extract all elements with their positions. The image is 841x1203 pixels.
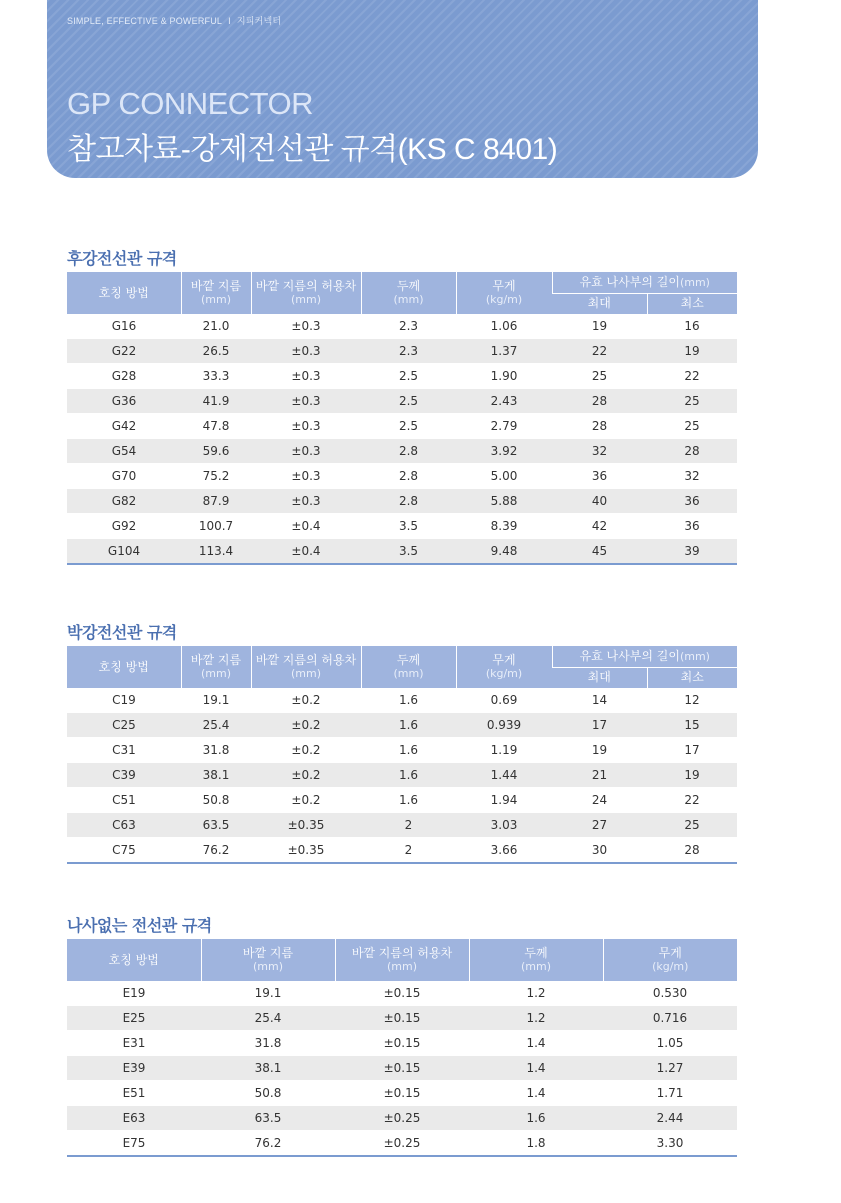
table-cell: ±0.15 xyxy=(335,1031,469,1056)
table-cell: 1.44 xyxy=(456,763,552,788)
table-row xyxy=(67,713,737,738)
header-thickness xyxy=(361,646,456,688)
header-tolerance xyxy=(251,646,361,688)
header-tol-label: 바깥 지름의 허용차 xyxy=(351,946,453,960)
table-cell: 2.8 xyxy=(361,439,456,464)
table-cell: G54 xyxy=(67,439,181,464)
header-od-unit: (mm) xyxy=(252,960,283,973)
header-name: 호칭 방법 xyxy=(67,646,181,688)
table-cell: ±0.3 xyxy=(251,464,361,489)
table-row xyxy=(67,389,737,414)
table-cell: 39 xyxy=(647,539,737,565)
table-row xyxy=(67,489,737,514)
header-od xyxy=(201,939,335,981)
table-cell: 3.92 xyxy=(456,439,552,464)
header-weight-label: 무게 xyxy=(492,653,516,667)
header-weight-unit: (kg/m) xyxy=(652,960,689,973)
header-od xyxy=(181,646,251,688)
header-name: 호칭 방법 xyxy=(67,272,181,314)
threadless-conduit-table xyxy=(67,939,737,1157)
table-cell: 38.1 xyxy=(181,763,251,788)
table-cell: C51 xyxy=(67,788,181,813)
table-row xyxy=(67,813,737,838)
table-cell: G42 xyxy=(67,414,181,439)
table-cell: 28 xyxy=(552,414,647,439)
table-cell: ±0.3 xyxy=(251,414,361,439)
table-cell: 3.66 xyxy=(456,838,552,864)
table-cell: 76.2 xyxy=(201,1131,335,1157)
table-cell: ±0.3 xyxy=(251,439,361,464)
header-thick-unit: (mm) xyxy=(520,960,551,973)
header-od-label: 바깥 지름 xyxy=(190,279,242,293)
table-cell: 41.9 xyxy=(181,389,251,414)
table-cell: ±0.3 xyxy=(251,314,361,339)
table-row xyxy=(67,539,737,565)
table-cell: 2.43 xyxy=(456,389,552,414)
header-weight-label: 무게 xyxy=(492,279,516,293)
header-thick-label: 두께 xyxy=(396,653,421,667)
table-cell: ±0.3 xyxy=(251,339,361,364)
table-cell: 1.6 xyxy=(361,688,456,713)
table-cell: G104 xyxy=(67,539,181,565)
tagline xyxy=(67,14,281,27)
table-cell: 1.90 xyxy=(456,364,552,389)
table-cell: G16 xyxy=(67,314,181,339)
table-cell: ±0.25 xyxy=(335,1106,469,1131)
table-cell: E51 xyxy=(67,1081,201,1106)
table-cell: 3.03 xyxy=(456,813,552,838)
table-cell: 21.0 xyxy=(181,314,251,339)
table-cell: 75.2 xyxy=(181,464,251,489)
table-cell: 36 xyxy=(552,464,647,489)
tagline-text: SIMPLE, EFFECTIVE & POWERFUL xyxy=(67,16,223,26)
table-cell: 28 xyxy=(647,439,737,464)
header-tolerance xyxy=(335,939,469,981)
table-cell: 1.4 xyxy=(469,1031,603,1056)
table-cell: 87.9 xyxy=(181,489,251,514)
table-cell: 1.6 xyxy=(361,763,456,788)
table-cell: 1.6 xyxy=(469,1106,603,1131)
header-weight xyxy=(603,939,737,981)
thin-conduit-table xyxy=(67,646,737,864)
table-row xyxy=(67,838,737,864)
table-cell: ±0.2 xyxy=(251,763,361,788)
table-cell: 24 xyxy=(552,788,647,813)
table-cell: 27 xyxy=(552,813,647,838)
table-cell: 1.4 xyxy=(469,1056,603,1081)
table-cell: 113.4 xyxy=(181,539,251,565)
table-cell: ±0.15 xyxy=(335,1006,469,1031)
table-row xyxy=(67,464,737,489)
threadless-conduit-title: 나사없는 전선관 규격 xyxy=(67,916,212,935)
header-tol-unit: (mm) xyxy=(290,667,321,680)
table-cell: 17 xyxy=(647,738,737,763)
table-cell: 1.2 xyxy=(469,981,603,1006)
table-cell: ±0.15 xyxy=(335,1081,469,1106)
table-cell: 36 xyxy=(647,514,737,539)
table-cell: 2.3 xyxy=(361,314,456,339)
header-od-unit: (mm) xyxy=(200,667,231,680)
table-cell: G92 xyxy=(67,514,181,539)
table-row xyxy=(67,688,737,713)
table-cell: 1.6 xyxy=(361,788,456,813)
header-thickness xyxy=(469,939,603,981)
table-cell: 22 xyxy=(647,788,737,813)
table-cell: 14 xyxy=(552,688,647,713)
table-cell: 8.39 xyxy=(456,514,552,539)
table-row xyxy=(67,738,737,763)
header-od xyxy=(181,272,251,314)
table-row xyxy=(67,314,737,339)
table-cell: ±0.3 xyxy=(251,364,361,389)
table-cell: 28 xyxy=(647,838,737,864)
table-cell: 59.6 xyxy=(181,439,251,464)
table-cell: 1.4 xyxy=(469,1081,603,1106)
table-cell: ±0.3 xyxy=(251,389,361,414)
table-cell: 1.8 xyxy=(469,1131,603,1157)
header-od-unit: (mm) xyxy=(200,293,231,306)
table-row xyxy=(67,364,737,389)
table-row xyxy=(67,981,737,1006)
table-cell: ±0.25 xyxy=(335,1131,469,1157)
table-cell: 31.8 xyxy=(181,738,251,763)
table-row xyxy=(67,1106,737,1131)
table-cell: 33.3 xyxy=(181,364,251,389)
page-title-brand: GP CONNECTOR xyxy=(67,86,314,121)
table-cell: 3.5 xyxy=(361,539,456,565)
table-cell: 28 xyxy=(552,389,647,414)
table-cell: 38.1 xyxy=(201,1056,335,1081)
table-cell: ±0.2 xyxy=(251,688,361,713)
table-cell: 40 xyxy=(552,489,647,514)
header-thread-unit: (mm) xyxy=(679,275,710,289)
table-cell: 63.5 xyxy=(201,1106,335,1131)
table-cell: ±0.4 xyxy=(251,514,361,539)
table-cell: 19 xyxy=(647,339,737,364)
header-od-label: 바깥 지름 xyxy=(190,653,242,667)
table-row xyxy=(67,514,737,539)
table-cell: 1.05 xyxy=(603,1031,737,1056)
table-cell: G22 xyxy=(67,339,181,364)
table-cell: C19 xyxy=(67,688,181,713)
table-cell: 19 xyxy=(552,738,647,763)
table-cell: ±0.4 xyxy=(251,539,361,565)
table-cell: 25 xyxy=(647,813,737,838)
table-row xyxy=(67,1131,737,1157)
table-cell: 100.7 xyxy=(181,514,251,539)
table-cell: ±0.15 xyxy=(335,981,469,1006)
tagline-separator: I xyxy=(228,16,231,26)
table-cell: 2.5 xyxy=(361,389,456,414)
table-cell: 5.88 xyxy=(456,489,552,514)
table-cell: 25 xyxy=(647,414,737,439)
table-cell: E25 xyxy=(67,1006,201,1031)
table-cell: 0.716 xyxy=(603,1006,737,1031)
table-row xyxy=(67,1006,737,1031)
table-row xyxy=(67,1081,737,1106)
header-min: 최소 xyxy=(647,667,737,688)
table-cell: E75 xyxy=(67,1131,201,1157)
table-row xyxy=(67,1031,737,1056)
table-row xyxy=(67,414,737,439)
header-thick-label: 두께 xyxy=(396,279,421,293)
table-cell: 1.06 xyxy=(456,314,552,339)
table-cell: 1.27 xyxy=(603,1056,737,1081)
table-cell: 42 xyxy=(552,514,647,539)
table-row xyxy=(67,439,737,464)
table-cell: 36 xyxy=(647,489,737,514)
table-cell: 2.8 xyxy=(361,464,456,489)
header-name: 호칭 방법 xyxy=(67,939,201,981)
table-cell: 17 xyxy=(552,713,647,738)
header-thread-label: 유효 나사부의 길이 xyxy=(579,274,680,289)
table-cell: 2 xyxy=(361,813,456,838)
table-cell: 5.00 xyxy=(456,464,552,489)
header-thread-label: 유효 나사부의 길이 xyxy=(579,648,680,663)
tagline-sub: 지피커넥터 xyxy=(236,16,282,26)
table-cell: ±0.2 xyxy=(251,738,361,763)
header-od-label: 바깥 지름 xyxy=(242,946,294,960)
table-cell: 16 xyxy=(647,314,737,339)
table-cell: G36 xyxy=(67,389,181,414)
header-thread-length xyxy=(552,272,737,293)
header-tol-label: 바깥 지름의 허용차 xyxy=(255,279,357,293)
header-weight-label: 무게 xyxy=(658,946,682,960)
table-cell: C63 xyxy=(67,813,181,838)
table-cell: 2.8 xyxy=(361,489,456,514)
table-cell: 21 xyxy=(552,763,647,788)
table-cell: 2.3 xyxy=(361,339,456,364)
table-cell: 9.48 xyxy=(456,539,552,565)
table-cell: ±0.2 xyxy=(251,788,361,813)
table-cell: G28 xyxy=(67,364,181,389)
table-cell: 3.30 xyxy=(603,1131,737,1157)
table-cell: E63 xyxy=(67,1106,201,1131)
header-thick-label: 두께 xyxy=(524,946,548,960)
header-weight-unit: (kg/m) xyxy=(485,667,523,680)
table-cell: 50.8 xyxy=(181,788,251,813)
table-cell: 32 xyxy=(552,439,647,464)
page-title: 참고자료-강제전선관 규격(KS C 8401) xyxy=(67,133,558,166)
table-cell: 26.5 xyxy=(181,339,251,364)
table-cell: C75 xyxy=(67,838,181,864)
table-cell: 2 xyxy=(361,838,456,864)
table-cell: 22 xyxy=(647,364,737,389)
table-cell: E39 xyxy=(67,1056,201,1081)
table-cell: 47.8 xyxy=(181,414,251,439)
table-cell: E31 xyxy=(67,1031,201,1056)
table-cell: 1.37 xyxy=(456,339,552,364)
table-cell: G82 xyxy=(67,489,181,514)
table-cell: ±0.35 xyxy=(251,838,361,864)
table-cell: C25 xyxy=(67,713,181,738)
table-cell: 0.69 xyxy=(456,688,552,713)
table-cell: 50.8 xyxy=(201,1081,335,1106)
table-cell: 1.19 xyxy=(456,738,552,763)
table-cell: ±0.35 xyxy=(251,813,361,838)
table-cell: 32 xyxy=(647,464,737,489)
thick-conduit-title: 후강전선관 규격 xyxy=(67,249,177,268)
table-cell: 1.71 xyxy=(603,1081,737,1106)
header-thick-unit: (mm) xyxy=(393,667,424,680)
header-thick-unit: (mm) xyxy=(393,293,424,306)
table-cell: 25 xyxy=(647,389,737,414)
header-tol-unit: (mm) xyxy=(290,293,321,306)
header-weight xyxy=(456,272,552,314)
table-cell: 19.1 xyxy=(201,981,335,1006)
table-cell: 2.44 xyxy=(603,1106,737,1131)
header-weight xyxy=(456,646,552,688)
table-cell: 2.5 xyxy=(361,364,456,389)
table-cell: 45 xyxy=(552,539,647,565)
table-cell: 0.939 xyxy=(456,713,552,738)
table-row xyxy=(67,788,737,813)
table-cell: 25 xyxy=(552,364,647,389)
header-max: 최대 xyxy=(552,667,647,688)
header-thread-unit: (mm) xyxy=(679,649,710,663)
header-thickness xyxy=(361,272,456,314)
table-cell: 31.8 xyxy=(201,1031,335,1056)
table-cell: 25.4 xyxy=(181,713,251,738)
table-cell: 22 xyxy=(552,339,647,364)
table-cell: 1.94 xyxy=(456,788,552,813)
table-row xyxy=(67,1056,737,1081)
header-max: 최대 xyxy=(552,293,647,314)
table-row xyxy=(67,339,737,364)
table-cell: 0.530 xyxy=(603,981,737,1006)
table-cell: 12 xyxy=(647,688,737,713)
header-thread-length xyxy=(552,646,737,667)
header-min: 최소 xyxy=(647,293,737,314)
table-cell: 1.6 xyxy=(361,713,456,738)
table-cell: ±0.2 xyxy=(251,713,361,738)
table-cell: 63.5 xyxy=(181,813,251,838)
table-cell: 2.79 xyxy=(456,414,552,439)
table-cell: 15 xyxy=(647,713,737,738)
header-tolerance xyxy=(251,272,361,314)
table-cell: 2.5 xyxy=(361,414,456,439)
table-cell: 19.1 xyxy=(181,688,251,713)
header-tol-unit: (mm) xyxy=(386,960,417,973)
table-cell: 3.5 xyxy=(361,514,456,539)
table-cell: ±0.15 xyxy=(335,1056,469,1081)
table-cell: 25.4 xyxy=(201,1006,335,1031)
thin-conduit-title: 박강전선관 규격 xyxy=(67,623,177,642)
table-cell: G70 xyxy=(67,464,181,489)
table-cell: 1.2 xyxy=(469,1006,603,1031)
table-cell: 19 xyxy=(647,763,737,788)
table-cell: 30 xyxy=(552,838,647,864)
table-cell: ±0.3 xyxy=(251,489,361,514)
thick-conduit-table xyxy=(67,272,737,565)
header-weight-unit: (kg/m) xyxy=(485,293,523,306)
table-row xyxy=(67,763,737,788)
table-cell: C39 xyxy=(67,763,181,788)
table-cell: 1.6 xyxy=(361,738,456,763)
table-cell: 76.2 xyxy=(181,838,251,864)
header-banner xyxy=(47,0,758,178)
table-cell: 19 xyxy=(552,314,647,339)
header-tol-label: 바깥 지름의 허용차 xyxy=(255,653,357,667)
table-cell: C31 xyxy=(67,738,181,763)
table-cell: E19 xyxy=(67,981,201,1006)
